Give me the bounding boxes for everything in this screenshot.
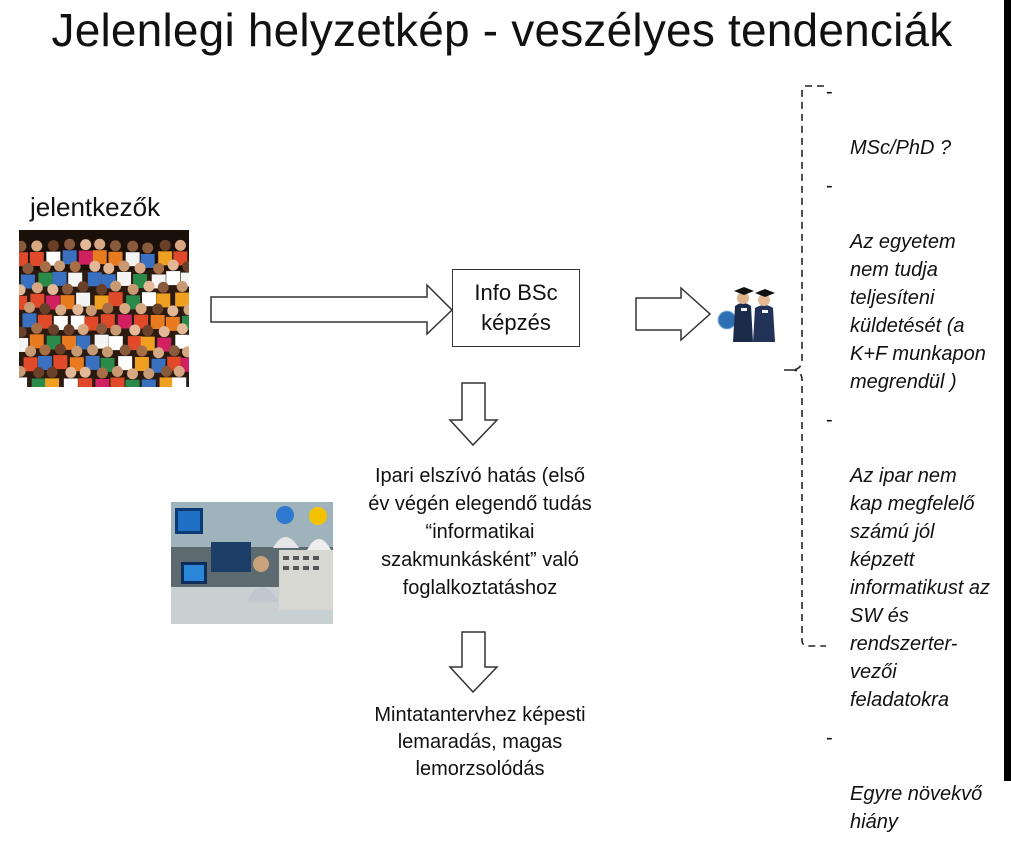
crowd-photo — [19, 230, 189, 387]
bsc-program-line2: képzés — [481, 310, 551, 335]
bsc-program-box — [452, 269, 580, 347]
consequence-text: Az ipar nem kap megfelelő számú jól képzett informatikust az SW és rendszerter- vezői feladatokra — [850, 465, 991, 711]
industry-effect-text — [340, 462, 620, 602]
curriculum-lag-line3: lemorzsolódás — [415, 758, 545, 780]
consequences-list — [822, 78, 1004, 846]
bullet-dash: - — [826, 81, 833, 103]
curriculum-lag-text — [330, 702, 630, 783]
arrow-program-to-industry — [450, 383, 497, 445]
industry-effect-line4: szakmunkásként” való — [381, 549, 579, 571]
bsc-program-line1: Info BSc — [474, 280, 558, 305]
consequence-text: Egyre növekvő hiány — [850, 783, 983, 833]
arrow-applicants-to-program — [211, 285, 452, 334]
right-edge-rule — [1004, 0, 1011, 781]
industry-effect-line2: év végén elegendő tudás — [368, 493, 592, 515]
slide-title: Jelenlegi helyzetkép - veszélyes tendenciák — [51, 4, 953, 56]
consequences-bracket — [770, 80, 830, 655]
industry-effect-line1: Ipari elszívó hatás (első — [374, 465, 586, 487]
consequence-item — [822, 78, 1004, 162]
consequence-item — [822, 724, 1004, 836]
control-room-photo — [171, 502, 333, 624]
consequence-item — [822, 406, 1004, 714]
curriculum-lag-line1: Mintatantervhez képesti — [374, 704, 586, 726]
bullet-dash: - — [826, 727, 833, 749]
arrow-program-to-graduates — [636, 288, 710, 340]
consequence-item — [822, 172, 1004, 396]
bullet-dash: - — [826, 175, 833, 197]
arrow-industry-to-dropout — [450, 632, 497, 692]
industry-effect-line5: foglalkoztatáshoz — [402, 577, 558, 599]
curriculum-lag-line2: lemaradás, magas — [397, 731, 563, 753]
applicants-label: jelentkezők — [30, 192, 161, 222]
bullet-dash: - — [826, 409, 833, 431]
consequence-text: Az egyetem nem tudja teljesíteni küldetését (a K+F munkapon megrendül ) — [850, 231, 986, 393]
industry-effect-line3: “informatikai — [425, 521, 535, 543]
consequence-text: MSc/PhD ? — [850, 137, 952, 159]
